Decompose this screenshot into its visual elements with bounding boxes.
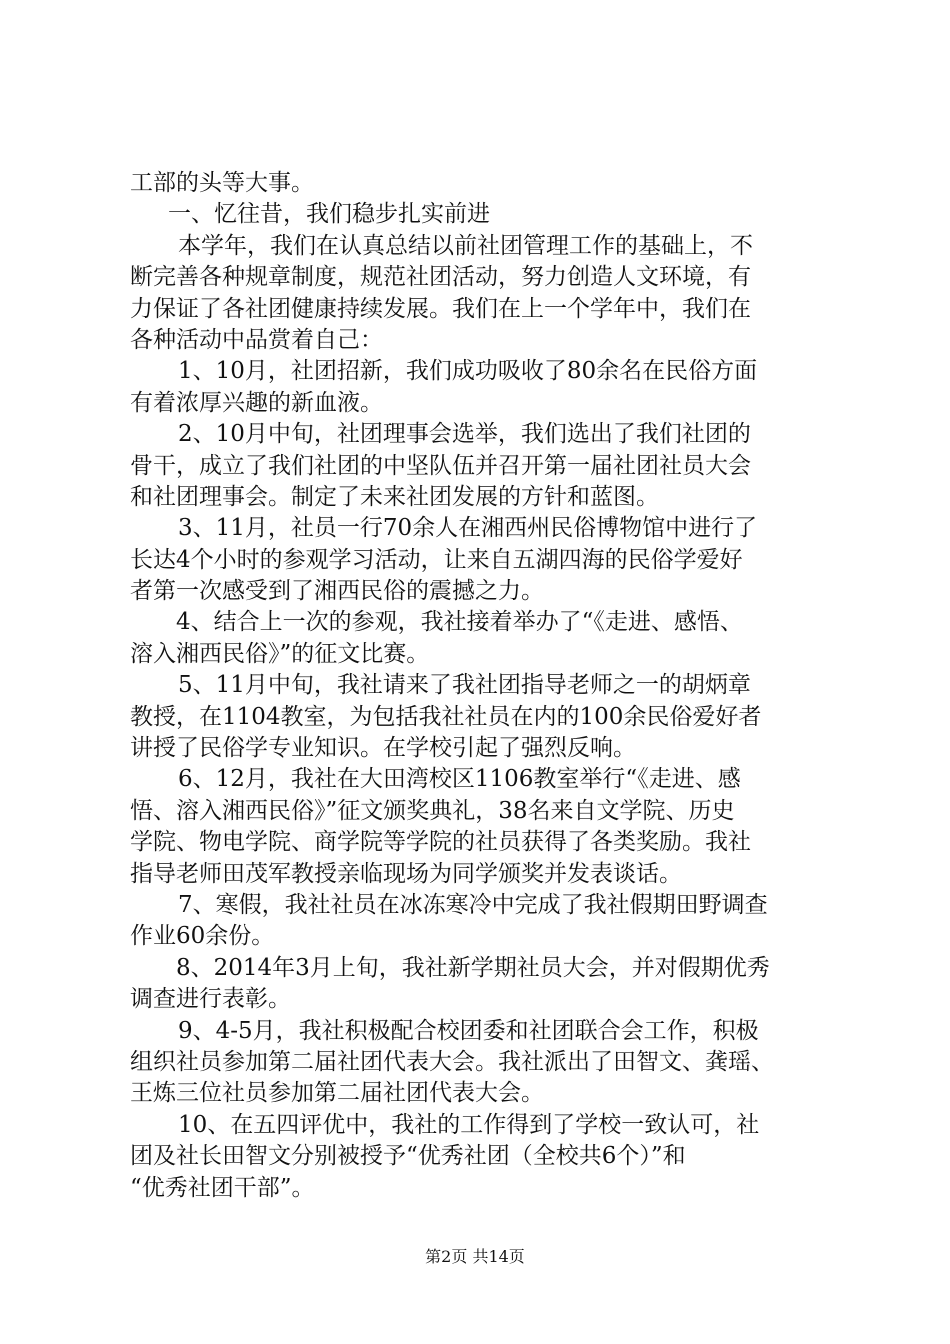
text-line: 本学年，我们在认真总结以前社团管理工作的基础上，不	[178, 232, 753, 259]
text-line: 者第一次感受到了湘西民俗的震撼之力。	[130, 578, 544, 605]
text-line: 一、忆往昔，我们稳步扎实前进	[168, 201, 490, 228]
text-line: “优秀社团干部”。	[130, 1174, 315, 1201]
text-line: 8、2014年3月上旬，我社新学期社员大会，并对假期优秀	[176, 954, 770, 981]
text-line: 4、结合上一次的参观，我社接着举办了“《走进、感悟、	[176, 609, 743, 636]
page-number-label: 第2页 共14页	[425, 1247, 525, 1266]
text-line: 10、在五四评优中，我社的工作得到了学校一致认可，社	[178, 1111, 760, 1138]
text-line: 指导老师田茂军教授亲临现场为同学颁奖并发表谈话。	[130, 860, 682, 887]
text-line: 1、10月，社团招新，我们成功吸收了80余名在民俗方面	[178, 358, 758, 385]
document-body	[130, 168, 830, 1204]
text-line: 教授，在1104教室，为包括我社社员在内的100余民俗爱好者	[130, 703, 762, 730]
text-line: 溶入湘西民俗》”的征文比赛。	[130, 640, 430, 667]
text-line: 3、11月，社员一行70余人在湘西州民俗博物馆中进行了	[178, 515, 758, 542]
text-line: 7、寒假，我社社员在冰冻寒冷中完成了我社假期田野调查	[178, 891, 768, 918]
text-line: 作业60余份。	[130, 923, 275, 950]
text-line: 各种活动中品赏着自己：	[130, 326, 383, 353]
text-line: 悟、溶入湘西民俗》”征文颁奖典礼，38名来自文学院、历史	[130, 797, 735, 824]
text-line: 讲授了民俗学专业知识。在学校引起了强烈反响。	[130, 735, 636, 762]
text-line: 调查进行表彰。	[130, 986, 291, 1013]
text-line: 有着浓厚兴趣的新血液。	[130, 389, 383, 416]
text-line: 学院、物电学院、商学院等学院的社员获得了各类奖励。我社	[130, 829, 751, 856]
text-line: 6、12月，我社在大田湾校区1106教室举行“《走进、感	[178, 766, 741, 793]
text-line: 和社团理事会。制定了未来社团发展的方针和蓝图。	[130, 483, 659, 510]
text-line: 2、10月中旬，社团理事会选举，我们选出了我们社团的	[178, 421, 751, 448]
text-line: 5、11月中旬，我社请来了我社团指导老师之一的胡炳章	[178, 672, 751, 699]
text-line: 骨干，成立了我们社团的中坚队伍并召开第一届社团社员大会	[130, 452, 751, 479]
text-line: 组织社员参加第二届社团代表大会。我社派出了田智文、龚瑶、	[130, 1048, 774, 1075]
text-line: 断完善各种规章制度，规范社团活动，努力创造人文环境，有	[130, 264, 751, 291]
text-line: 团及社长田智文分别被授予“优秀社团（全校共6个）”和	[130, 1143, 686, 1170]
text-line: 工部的头等大事。	[130, 170, 314, 196]
text-line: 9、4-5月，我社积极配合校团委和社团联合会工作，积极	[178, 1017, 759, 1044]
text-line: 长达4个小时的参观学习活动，让来自五湖四海的民俗学爱好	[130, 546, 743, 573]
text-line: 力保证了各社团健康持续发展。我们在上一个学年中，我们在	[130, 295, 751, 322]
text-line: 王炼三位社员参加第二届社团代表大会。	[130, 1080, 544, 1107]
page-footer	[0, 1244, 950, 1267]
